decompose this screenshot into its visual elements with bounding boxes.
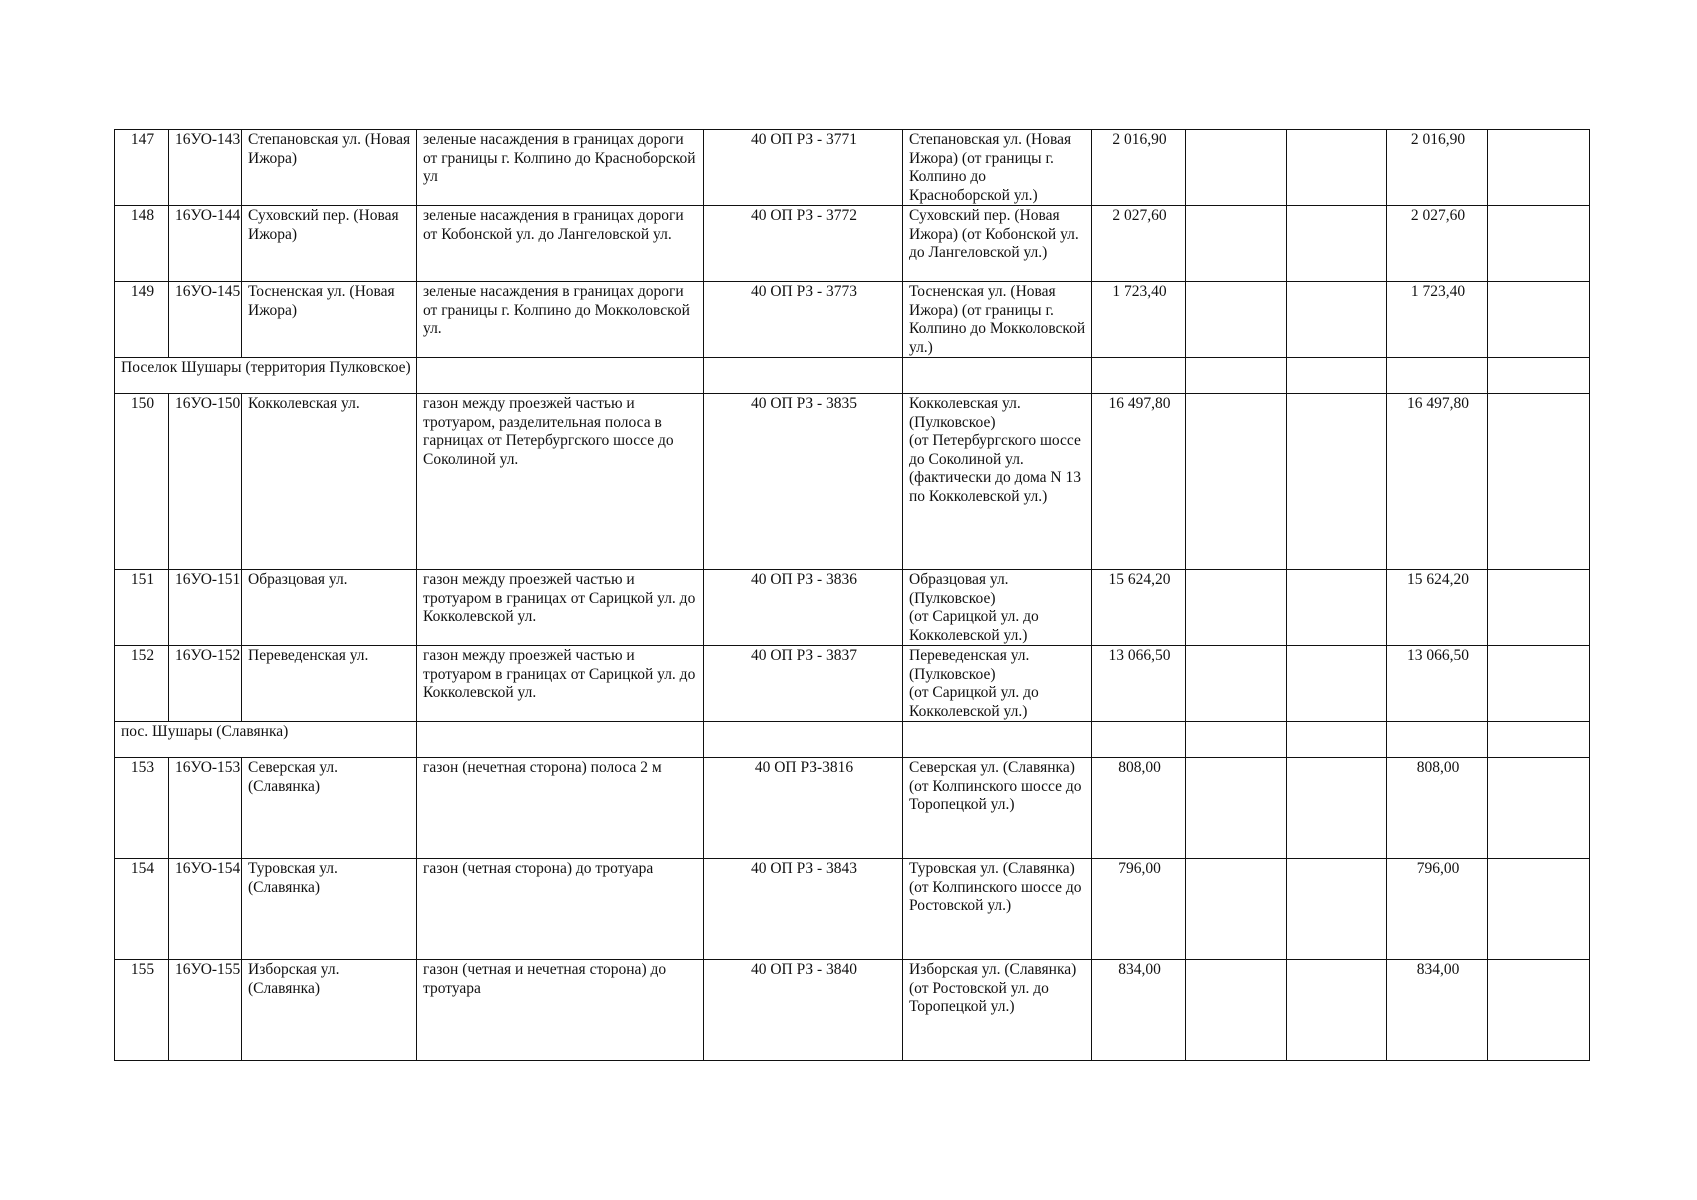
- area-value: 796,00: [1092, 859, 1186, 960]
- empty-cell: [1186, 358, 1287, 394]
- table-row: [115, 394, 1590, 570]
- table-row: [115, 206, 1590, 282]
- street-name: Переведенская ул.: [242, 646, 417, 722]
- empty-cell: [1488, 130, 1590, 206]
- empty-cell: [1488, 570, 1590, 646]
- green-area-description: газон (четная сторона) до тротуара: [417, 859, 704, 960]
- green-area-description: зеленые насаждения в границах дороги от границы г. Колпино до Красноборской ул: [417, 130, 704, 206]
- empty-cell: [1287, 130, 1387, 206]
- object-code: 16УО-154: [169, 859, 242, 960]
- road-segment: Изборская ул. (Славянка) (от Ростовской ул. до Торопецкой ул.): [903, 960, 1092, 1061]
- street-name: Кокколевская ул.: [242, 394, 417, 570]
- street-name: Степановская ул. (Новая Ижора): [242, 130, 417, 206]
- row-number: 150: [115, 394, 169, 570]
- total-area-value: 834,00: [1387, 960, 1488, 1061]
- road-segment: Переведенская ул. (Пулковское) (от Сарицкой ул. до Кокколевской ул.): [903, 646, 1092, 722]
- empty-cell: [1287, 758, 1387, 859]
- street-name: Образцовая ул.: [242, 570, 417, 646]
- empty-cell: [1287, 570, 1387, 646]
- road-registry-number: 40 ОП РЗ - 3840: [704, 960, 903, 1061]
- object-code: 16УО-155: [169, 960, 242, 1061]
- empty-cell: [704, 358, 903, 394]
- row-number: 148: [115, 206, 169, 282]
- empty-cell: [1186, 646, 1287, 722]
- empty-cell: [1488, 358, 1590, 394]
- empty-cell: [1488, 282, 1590, 358]
- table-row: [115, 282, 1590, 358]
- table-row: [115, 646, 1590, 722]
- green-area-description: зеленые насаждения в границах дороги от Кобонской ул. до Лангеловской ул.: [417, 206, 704, 282]
- road-registry-number: 40 ОП РЗ - 3836: [704, 570, 903, 646]
- empty-cell: [1092, 358, 1186, 394]
- empty-cell: [1186, 570, 1287, 646]
- road-segment: Образцовая ул. (Пулковское) (от Сарицкой ул. до Кокколевской ул.): [903, 570, 1092, 646]
- empty-cell: [903, 358, 1092, 394]
- area-value: 808,00: [1092, 758, 1186, 859]
- total-area-value: 808,00: [1387, 758, 1488, 859]
- empty-cell: [1488, 206, 1590, 282]
- empty-cell: [1488, 758, 1590, 859]
- empty-cell: [1488, 394, 1590, 570]
- section-row: [115, 358, 1590, 394]
- street-name: Суховский пер. (Новая Ижора): [242, 206, 417, 282]
- street-name: Туровская ул. (Славянка): [242, 859, 417, 960]
- empty-cell: [1186, 282, 1287, 358]
- road-registry-number: 40 ОП РЗ - 3771: [704, 130, 903, 206]
- empty-cell: [1186, 130, 1287, 206]
- green-area-description: газон (четная и нечетная сторона) до тротуара: [417, 960, 704, 1061]
- area-value: 834,00: [1092, 960, 1186, 1061]
- green-area-description: газон между проезжей частью и тротуаром в границах от Сарицкой ул. до Кокколевской ул.: [417, 646, 704, 722]
- table-body: [115, 130, 1590, 1061]
- section-row: [115, 722, 1590, 758]
- green-area-description: газон между проезжей частью и тротуаром в границах от Сарицкой ул. до Кокколевской ул.: [417, 570, 704, 646]
- object-code: 16УО-143: [169, 130, 242, 206]
- register-table: [114, 129, 1590, 1061]
- object-code: 16УО-145: [169, 282, 242, 358]
- row-number: 154: [115, 859, 169, 960]
- road-registry-number: 40 ОП РЗ - 3835: [704, 394, 903, 570]
- empty-cell: [1186, 394, 1287, 570]
- street-name: Тосненская ул. (Новая Ижора): [242, 282, 417, 358]
- empty-cell: [1092, 722, 1186, 758]
- empty-cell: [704, 722, 903, 758]
- road-registry-number: 40 ОП РЗ - 3772: [704, 206, 903, 282]
- empty-cell: [1287, 206, 1387, 282]
- area-value: 1 723,40: [1092, 282, 1186, 358]
- table-row: [115, 859, 1590, 960]
- green-area-description: зеленые насаждения в границах дороги от границы г. Колпино до Мокколовской ул.: [417, 282, 704, 358]
- empty-cell: [417, 358, 704, 394]
- green-area-description: газон (нечетная сторона) полоса 2 м: [417, 758, 704, 859]
- road-segment: Степановская ул. (Новая Ижора) (от границы г. Колпино до Красноборской ул.): [903, 130, 1092, 206]
- empty-cell: [1186, 960, 1287, 1061]
- road-registry-number: 40 ОП РЗ-3816: [704, 758, 903, 859]
- row-number: 152: [115, 646, 169, 722]
- empty-cell: [1488, 646, 1590, 722]
- empty-cell: [1488, 859, 1590, 960]
- street-name: Северская ул. (Славянка): [242, 758, 417, 859]
- total-area-value: 13 066,50: [1387, 646, 1488, 722]
- empty-cell: [1186, 859, 1287, 960]
- row-number: 147: [115, 130, 169, 206]
- area-value: 13 066,50: [1092, 646, 1186, 722]
- empty-cell: [1287, 722, 1387, 758]
- empty-cell: [417, 722, 704, 758]
- empty-cell: [1387, 358, 1488, 394]
- row-number: 149: [115, 282, 169, 358]
- area-value: 2 027,60: [1092, 206, 1186, 282]
- total-area-value: 15 624,20: [1387, 570, 1488, 646]
- table-row: [115, 570, 1590, 646]
- section-title: пос. Шушары (Славянка): [115, 722, 417, 758]
- road-segment: Суховский пер. (Новая Ижора) (от Кобонской ул. до Лангеловской ул.): [903, 206, 1092, 282]
- empty-cell: [1488, 960, 1590, 1061]
- table-row: [115, 960, 1590, 1061]
- road-segment: Кокколевская ул. (Пулковское) (от Петербургского шоссе до Соколиной ул. (фактически до дома N 13 по Кокколевской ул.): [903, 394, 1092, 570]
- road-segment: Северская ул. (Славянка) (от Колпинского шоссе до Торопецкой ул.): [903, 758, 1092, 859]
- area-value: 16 497,80: [1092, 394, 1186, 570]
- empty-cell: [1287, 282, 1387, 358]
- road-registry-number: 40 ОП РЗ - 3837: [704, 646, 903, 722]
- area-value: 2 016,90: [1092, 130, 1186, 206]
- empty-cell: [903, 722, 1092, 758]
- street-name: Изборская ул. (Славянка): [242, 960, 417, 1061]
- empty-cell: [1287, 646, 1387, 722]
- section-title: Поселок Шушары (территория Пулковское): [115, 358, 417, 394]
- row-number: 153: [115, 758, 169, 859]
- empty-cell: [1488, 722, 1590, 758]
- empty-cell: [1186, 206, 1287, 282]
- empty-cell: [1287, 394, 1387, 570]
- road-segment: Тосненская ул. (Новая Ижора) (от границы г. Колпино до Мокколовской ул.): [903, 282, 1092, 358]
- empty-cell: [1387, 722, 1488, 758]
- area-value: 15 624,20: [1092, 570, 1186, 646]
- total-area-value: 796,00: [1387, 859, 1488, 960]
- total-area-value: 1 723,40: [1387, 282, 1488, 358]
- green-area-description: газон между проезжей частью и тротуаром, разделительная полоса в гарницах от Петербургского шоссе до Соколиной ул.: [417, 394, 704, 570]
- table-row: [115, 758, 1590, 859]
- empty-cell: [1287, 358, 1387, 394]
- empty-cell: [1287, 960, 1387, 1061]
- empty-cell: [1186, 758, 1287, 859]
- total-area-value: 2 027,60: [1387, 206, 1488, 282]
- object-code: 16УО-144: [169, 206, 242, 282]
- total-area-value: 16 497,80: [1387, 394, 1488, 570]
- empty-cell: [1287, 859, 1387, 960]
- row-number: 155: [115, 960, 169, 1061]
- object-code: 16УО-150: [169, 394, 242, 570]
- road-registry-number: 40 ОП РЗ - 3843: [704, 859, 903, 960]
- table-row: [115, 130, 1590, 206]
- row-number: 151: [115, 570, 169, 646]
- object-code: 16УО-152: [169, 646, 242, 722]
- object-code: 16УО-153: [169, 758, 242, 859]
- empty-cell: [1186, 722, 1287, 758]
- total-area-value: 2 016,90: [1387, 130, 1488, 206]
- road-registry-number: 40 ОП РЗ - 3773: [704, 282, 903, 358]
- road-segment: Туровская ул. (Славянка) (от Колпинского шоссе до Ростовской ул.): [903, 859, 1092, 960]
- object-code: 16УО-151: [169, 570, 242, 646]
